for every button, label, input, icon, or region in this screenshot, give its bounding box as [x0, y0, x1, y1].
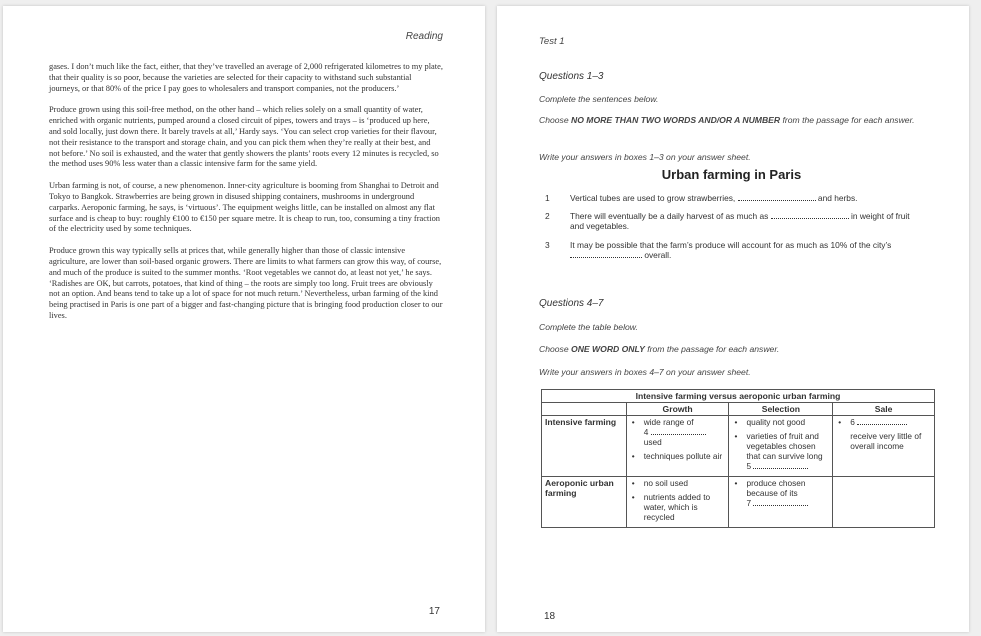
answer-blank-4[interactable]	[651, 434, 706, 435]
cell-growth-2: • techniques pollute air	[630, 451, 726, 461]
cell-growth-4: • nutrients added to water, which is recycled	[630, 492, 726, 522]
cell-selection-3: • produce chosen because of its 7	[732, 478, 829, 508]
questions-1-3-heading: Questions 1–3	[539, 71, 604, 82]
reading-passage	[49, 62, 443, 333]
cell-selection-1: • quality not good	[732, 417, 829, 427]
passage-paragraph-2: Produce grown using this soil-free method, on the other hand – which relies solely on a small quantity of water, enriched with organic nutrients, pumped around a closed circuit of pipes, towers and trays – is ‘produced up here, and sold locally, just down there. It barely travels at all,’ Hardy says. ‘You can select crop varieties for their flavour, not their resistance to the transport and storage chain, and you can pick them when they’re really at their best, and not before.’ No soil is exhausted, and the water that gently showers the plants’ roots every 12 minutes is recycled, so the method uses 90% less water than a classic intensive farm for the same yield.	[49, 105, 439, 169]
passage-paragraph-4: Produce grown this way typically sells at prices that, while generally higher than those of classic intensive agriculture, are lower than soil-based organic growers. There are limits to what farmers can grow this way, of course, and much of the produce is suited to the summer months. ‘Root vegetables we cannot do, at least not yet,’ he says. ‘Radishes are OK, but carrots, potatoes, that kind of thing – the roots are simply too long. Fruit trees are obviously not an option. And beans tend to take up a lot of space for not much return.’ Nevertheless, urban farming of the kind being practised in Paris is one part of a bigger and fast-changing picture that is bringing food production closer to our lives.	[49, 246, 443, 320]
instruction-complete-sentences: Complete the sentences below.	[539, 94, 659, 104]
column-header-sale: Sale	[833, 403, 935, 416]
instruction-answer-boxes-2: Write your answers in boxes 4–7 on your answer sheet.	[539, 367, 751, 377]
sentence-2: 2 There will eventually be a daily harvest of as much as in weight of fruit and vegetables.	[545, 211, 910, 231]
table-row-aeroponic	[542, 477, 935, 528]
instruction-one-word: Choose ONE WORD ONLY from the passage for each answer.	[539, 344, 780, 354]
cell-growth-3: • no soil used	[630, 478, 726, 488]
table-row-intensive	[542, 416, 935, 477]
answer-blank-1[interactable]	[738, 200, 816, 201]
answer-blank-7[interactable]	[753, 505, 808, 506]
answer-blank-5[interactable]	[753, 468, 808, 469]
column-header-growth: Growth	[626, 403, 729, 416]
page-number: 18	[544, 611, 556, 622]
answer-blank-2[interactable]	[771, 218, 849, 219]
right-page	[497, 6, 969, 632]
answer-blank-3[interactable]	[570, 257, 642, 258]
instruction-complete-table: Complete the table below.	[539, 322, 638, 332]
instruction-word-limit: Choose NO MORE THAN TWO WORDS AND/OR A NUMBER from the passage for each answer.	[539, 115, 915, 125]
cell-sale-2: receive very little of overall income	[850, 431, 922, 451]
answer-blank-6[interactable]	[857, 424, 907, 425]
row-label-aeroponic: Aeroponic urban farming	[542, 477, 627, 528]
page-number: 17	[428, 606, 440, 617]
passage-paragraph-3: Urban farming is not, of course, a new phenomenon. Inner-city agriculture is booming from Shanghai to Detroit and Tokyo to Bangkok. Strawberries are being grown in disused shipping containers, mushrooms in underground carparks. Aeroponic farming, he says, is ‘virtuous’. The equipment weighs little, can be installed on almost any flat surface and is cheap to buy: roughly €100 to €150 per square metre. It is cheap to run, too, consuming a tiny fraction of the electricity used by some techniques.	[49, 181, 440, 234]
left-page	[3, 6, 485, 632]
comparison-table	[541, 389, 935, 528]
sentence-3: 3 It may be possible that the farm’s produce will account for as much as 10% of the city’s overall.	[545, 240, 892, 260]
cell-selection-2: • varieties of fruit and vegetables chosen that can survive long 5	[732, 431, 829, 471]
cell-sale-1: • 6	[836, 417, 931, 427]
questions-4-7-heading: Questions 4–7	[539, 298, 604, 309]
passage-paragraph-1: gases. I don’t much like the fact, either, that they’ve travelled an average of 2,000 refrigerated kilometres to my plate, that their quality is so poor, because the varieties are selected for their capacity to withstand such substantial journeys, or that 80% of the price I pay goes to wholesalers and transport companies, not the producers.’	[49, 62, 443, 93]
sentence-1: 1 Vertical tubes are used to grow strawberries, and herbs.	[545, 193, 858, 203]
cell-growth-1: • wide range of 4 used	[630, 417, 726, 447]
table-title: Intensive farming versus aeroponic urban farming	[542, 390, 935, 403]
running-head: Reading	[405, 31, 443, 42]
column-header-selection: Selection	[729, 403, 833, 416]
instruction-answer-boxes: Write your answers in boxes 1–3 on your answer sheet.	[539, 152, 751, 162]
row-label-intensive: Intensive farming	[542, 416, 627, 477]
section-title: Urban farming in Paris	[661, 167, 802, 182]
test-label: Test 1	[539, 36, 565, 47]
